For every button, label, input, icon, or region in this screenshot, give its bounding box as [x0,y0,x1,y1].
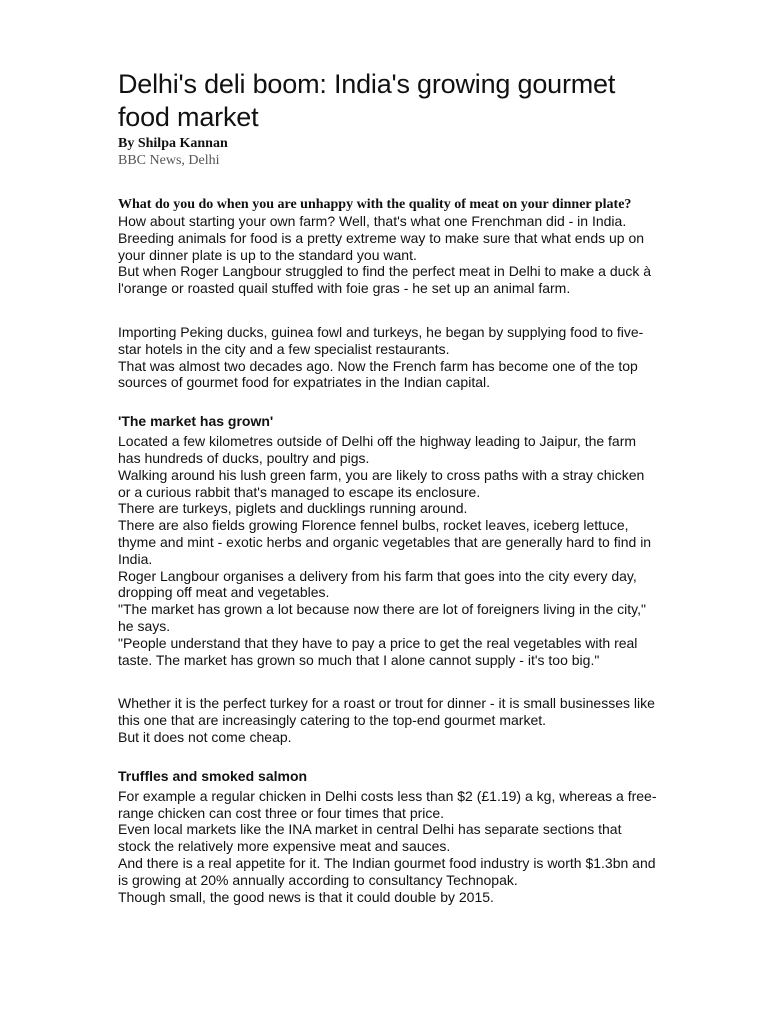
source-line: BBC News, Delhi [118,153,220,168]
paragraph: Breeding animals for food is a pretty extreme way to make sure that what ends up on your dinner plate is up to the standard you want. [118,229,645,263]
paragraph: And there is a real appetite for it. The Indian gourmet food industry is worth $1.3bn and is growing at 20% annually according to consultancy Technopak. [118,854,656,888]
market-block [118,433,658,668]
paragraph: Walking around his lush green farm, you are likely to cross paths with a stray chicken or a curious rabbit that's managed to escape its enclosure. [118,466,645,500]
gourmet-block [118,695,658,745]
section-heading-truffles: Truffles and smoked salmon [118,767,308,784]
article-title: Delhi's deli boom: India's growing gourmet food market [118,69,616,132]
paragraph: How about starting your own farm? Well, that's what one Frenchman did - in India. [118,213,627,229]
paragraph: But it does not come cheap. [118,728,292,745]
paragraph: Though small, the good news is that it could double by 2015. [118,888,494,905]
paragraph: Located a few kilometres outside of Delhi off the highway leading to Jaipur, the farm has hundreds of ducks, poultry and pigs. [118,433,637,466]
lede-question: What do you do when you are unhappy with the quality of meat on your dinner plate? [118,197,632,212]
history-block [118,324,658,391]
intro-block [118,213,658,297]
truffles-block [118,788,658,906]
paragraph: There are turkeys, piglets and ducklings running around. [118,500,468,517]
paragraph: "People understand that they have to pay a price to get the real vegetables with real taste. The market has grown so much that I alone cannot supply - it's too big." [118,634,638,668]
paragraph: There are also fields growing Florence fennel bulbs, rocket leaves, iceberg lettuce, thyme and mint - exotic herbs and organic vegetables that are generally hard to find in India. [118,517,652,567]
paragraph: Roger Langbour organises a delivery from his farm that goes into the city every day, dropping off meat and vegetables. [118,567,637,601]
paragraph: Importing Peking ducks, guinea fowl and turkeys, he began by supplying food to five-star hotels in the city and a few specialist restaurants. [118,323,644,357]
section-heading-market: 'The market has grown' [118,413,274,430]
paragraph: But when Roger Langbour struggled to find the perfect meat in Delhi to make a duck à l'orange or roasted quail stuffed with foie gras - he set up an animal farm. [118,263,652,297]
paragraph: For example a regular chicken in Delhi costs less than $2 (£1.19) a kg, whereas a free-range chicken can cost three or four times that price. [118,787,657,821]
paragraph: Even local markets like the INA market in central Delhi has separate sections that stock the relatively more expensive meat and sauces. [118,821,622,855]
article [118,68,658,905]
byline: By Shilpa Kannan [118,136,228,151]
paragraph: "The market has grown a lot because now there are lot of foreigners living in the city," he says. [118,601,646,634]
paragraph: Whether it is the perfect turkey for a roast or trout for dinner - it is small businesses like this one that are increasingly catering to the top-end gourmet market. [118,695,655,729]
paragraph: That was almost two decades ago. Now the French farm has become one of the top sources of gourmet food for expatriates in the Indian capital. [118,357,638,391]
